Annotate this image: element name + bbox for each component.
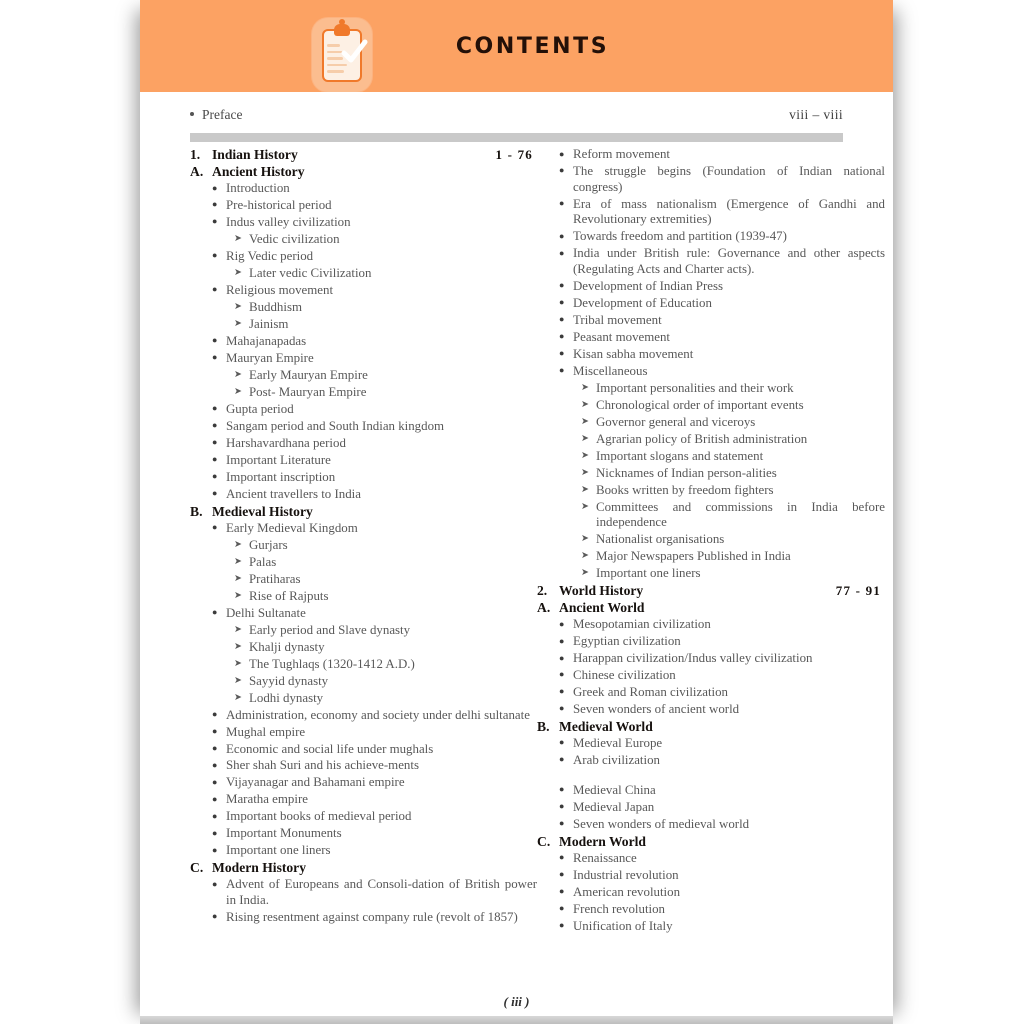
topic-list (212, 181, 537, 502)
topic-item[interactable]: ● Greek and Roman civilization (559, 685, 885, 701)
list-spacer (559, 770, 885, 783)
topic-item[interactable]: ● Kisan sabha movement (559, 347, 885, 363)
topic-item[interactable]: ● Unification of Italy (559, 919, 885, 935)
subtopic-item[interactable]: ➤ Palas (234, 555, 537, 571)
book-page (140, 0, 893, 1024)
section-letter: A. (190, 164, 204, 179)
topic-list (559, 147, 885, 582)
topic-item[interactable]: ● Mesopotamian civilization (559, 617, 885, 633)
chapter-title: Indian History (212, 147, 298, 162)
chapter-heading[interactable] (537, 583, 885, 599)
subtopic-item[interactable]: ➤ Early period and Slave dynasty (234, 623, 537, 639)
topic-item[interactable]: ● Miscellaneous (559, 364, 885, 380)
topic-item[interactable]: ● Seven wonders of ancient world (559, 702, 885, 718)
subtopic-item[interactable]: ➤ Jainism (234, 317, 537, 333)
topic-item[interactable]: ● Chinese civilization (559, 668, 885, 684)
topic-item[interactable]: ● Vijayanagar and Bahamani empire (212, 775, 537, 791)
topic-item[interactable]: ● Important one liners (212, 843, 537, 859)
contents-columns (190, 147, 885, 936)
section-title: Medieval World (559, 718, 653, 734)
section-heading[interactable] (190, 860, 537, 876)
subtopic-item[interactable]: ➤ Post- Mauryan Empire (234, 385, 537, 401)
topic-item[interactable]: ● Mahajanapadas (212, 334, 537, 350)
section-letter: C. (190, 860, 204, 876)
topic-item[interactable]: ● Harshavardhana period (212, 436, 537, 452)
topic-item[interactable]: ● Important Monuments (212, 826, 537, 842)
topic-list (559, 851, 885, 935)
subtopic-item[interactable]: ➤ The Tughlaqs (1320-1412 A.D.) (234, 657, 537, 673)
section-letter: B. (537, 718, 550, 734)
page-bottom-edge (140, 1016, 893, 1024)
topic-item[interactable]: ● Medieval Europe (559, 736, 885, 752)
subtopic-item[interactable]: ➤ Nicknames of Indian person-alities (581, 466, 885, 482)
section-letter: C. (537, 833, 551, 849)
topic-item[interactable]: ● Development of Education (559, 296, 885, 312)
subtopic-list (234, 538, 537, 605)
section-heading[interactable] (190, 504, 537, 520)
topic-item[interactable]: ● Rising resentment against company rule (revolt of 1857) (212, 910, 537, 926)
bullet-icon (190, 112, 194, 116)
topic-item[interactable]: ● Towards freedom and partition (1939-47) (559, 229, 885, 245)
subtopic-item[interactable]: ➤ Vedic civilization (234, 232, 537, 248)
subtopic-item[interactable]: ➤ Major Newspapers Published in India (581, 549, 885, 565)
section-heading[interactable] (190, 164, 537, 180)
chapter-page-range: 1 - 76 (495, 147, 533, 162)
chapter-page-range: 77 - 91 (835, 583, 881, 599)
section-letter: B. (190, 503, 203, 519)
subtopic-item[interactable]: ➤ Gurjars (234, 538, 537, 554)
section-title: Modern World (559, 833, 646, 849)
topic-item[interactable]: ● Economic and social life under mughals (212, 742, 537, 758)
chapter-title: World History (559, 583, 644, 599)
topic-item[interactable]: ● Peasant movement (559, 330, 885, 346)
topic-list (559, 736, 885, 833)
topic-item[interactable]: ● The struggle begins (Foundation of Indian national congress) (559, 164, 885, 195)
topic-item[interactable]: ● Mauryan Empire (212, 351, 537, 367)
topic-item[interactable]: ● American revolution (559, 885, 885, 901)
topic-item[interactable]: ● India under British rule: Governance and other aspects (Regulating Acts and Charter acts). (559, 246, 885, 277)
subtopic-item[interactable]: ➤ Pratiharas (234, 572, 537, 588)
section-letter: A. (537, 600, 551, 616)
subtopic-item[interactable]: ➤ Important slogans and statement (581, 449, 885, 465)
topic-item[interactable]: ● French revolution (559, 902, 885, 918)
subtopic-list (234, 300, 537, 333)
chapter-number: 1. (190, 147, 201, 162)
subtopic-item[interactable]: ➤ Important personalities and their work (581, 381, 885, 397)
section-heading[interactable] (537, 719, 885, 735)
topic-item[interactable]: ● Maratha empire (212, 792, 537, 808)
section-title: Medieval History (212, 503, 313, 519)
topic-list (212, 521, 537, 859)
subtopic-item[interactable]: ➤ Sayyid dynasty (234, 674, 537, 690)
topic-item[interactable]: ● Reform movement (559, 147, 885, 163)
topic-item[interactable]: ● Egyptian civilization (559, 634, 885, 650)
topic-item[interactable]: ● Gupta period (212, 402, 537, 418)
footer-page-number: ( iii ) (503, 994, 530, 1009)
page-footer (140, 994, 893, 1010)
topic-item[interactable]: ● Sangam period and South Indian kingdom (212, 419, 537, 435)
topic-item[interactable]: ● Seven wonders of medieval world (559, 817, 885, 833)
topic-item[interactable]: ● Development of Indian Press (559, 279, 885, 295)
section-title: Ancient World (559, 600, 645, 616)
topic-item[interactable]: ● Era of mass nationalism (Emergence of Gandhi and Revolutionary extremities) (559, 197, 885, 228)
subtopic-item[interactable]: ➤ Important one liners (581, 566, 885, 582)
topic-item[interactable]: ● Medieval Japan (559, 800, 885, 816)
page-title: CONTENTS (455, 33, 610, 59)
topic-list (559, 617, 885, 718)
section-title: Ancient History (212, 164, 305, 179)
subtopic-item[interactable]: ➤ Agrarian policy of British administration (581, 432, 885, 448)
topic-item[interactable]: ● Introduction (212, 181, 537, 197)
topic-item[interactable]: ● Important books of medieval period (212, 809, 537, 825)
preface-label: Preface (202, 107, 243, 122)
topic-item[interactable]: ● Pre-historical period (212, 198, 537, 214)
subtopic-item[interactable]: ➤ Khalji dynasty (234, 640, 537, 656)
subtopic-item[interactable]: ➤ Rise of Rajputs (234, 589, 537, 605)
topic-item[interactable]: ● Rig Vedic period (212, 249, 537, 265)
topic-item[interactable]: ● Religious movement (212, 283, 537, 299)
subtopic-item[interactable]: ➤ Governor general and viceroys (581, 415, 885, 431)
preface-row (190, 107, 843, 123)
subtopic-item[interactable]: ➤ Early Mauryan Empire (234, 368, 537, 384)
subtopic-item[interactable]: ➤ Nationalist organisations (581, 532, 885, 548)
topic-item[interactable]: ● Industrial revolution (559, 868, 885, 884)
topic-item[interactable]: ● Renaissance (559, 851, 885, 867)
subtopic-list (234, 232, 537, 248)
topic-item[interactable]: ● Sher shah Suri and his achieve-ments (212, 758, 537, 774)
section-heading[interactable] (537, 834, 885, 850)
subtopic-list (581, 381, 885, 582)
contents-column-left (190, 147, 537, 936)
subtopic-list (234, 368, 537, 401)
subtopic-list (234, 266, 537, 282)
subtopic-item[interactable]: ➤ Later vedic Civilization (234, 266, 537, 282)
contents-column-right (537, 147, 885, 936)
subtopic-item[interactable]: ➤ Chronological order of important events (581, 398, 885, 414)
topic-item[interactable]: ● Ancient travellers to India (212, 487, 537, 503)
section-title: Modern History (212, 860, 307, 876)
topic-item[interactable]: ● Early Medieval Kingdom (212, 521, 537, 537)
topic-item[interactable]: ● Administration, economy and society under delhi sultanate (212, 708, 537, 724)
topic-item[interactable]: ● Tribal movement (559, 313, 885, 329)
subtopic-item[interactable]: ➤ Buddhism (234, 300, 537, 316)
subtopic-item[interactable]: ➤ Committees and commissions in India before independence (581, 500, 885, 531)
topic-item[interactable]: ● Harappan civilization/Indus valley civilization (559, 651, 885, 667)
preface-page-range: viii – viii (789, 107, 843, 122)
topic-item[interactable]: ● Arab civilization (559, 753, 885, 769)
topic-item[interactable]: ● Important inscription (212, 470, 537, 486)
chapter-heading[interactable] (190, 147, 537, 163)
topic-item[interactable]: ● Mughal empire (212, 725, 537, 741)
subtopic-item[interactable]: ➤ Lodhi dynasty (234, 691, 537, 707)
section-divider (190, 133, 843, 142)
topic-item[interactable]: ● Delhi Sultanate (212, 606, 537, 622)
topic-item[interactable]: ● Advent of Europeans and Consoli-dation of British power in India. (212, 877, 537, 908)
chapter-number: 2. (537, 583, 548, 599)
section-heading[interactable] (537, 600, 885, 616)
subtopic-item[interactable]: ➤ Books written by freedom fighters (581, 483, 885, 499)
topic-item[interactable]: ● Important Literature (212, 453, 537, 469)
subtopic-list (234, 623, 537, 707)
topic-item[interactable]: ● Indus valley civilization (212, 215, 537, 231)
topic-list (212, 877, 537, 925)
topic-item[interactable]: ● Medieval China (559, 783, 885, 799)
